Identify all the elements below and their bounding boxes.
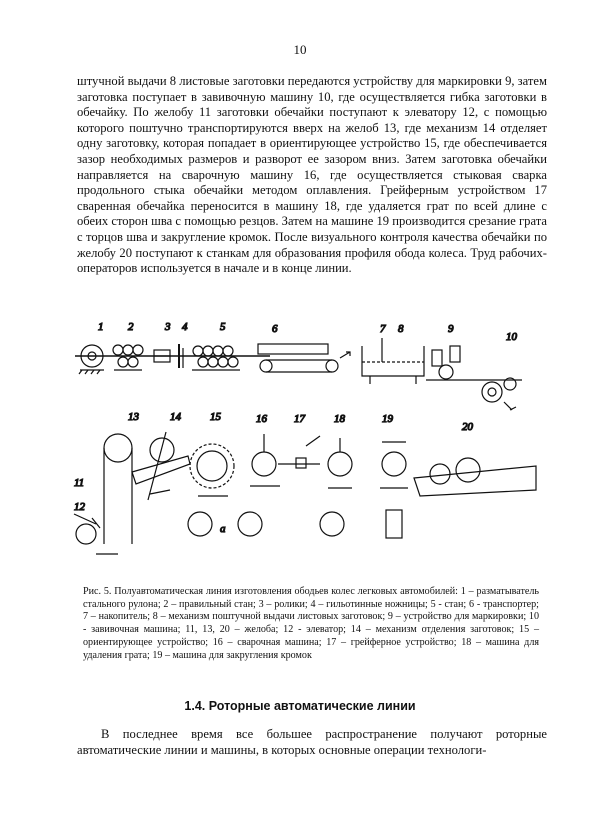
fig-label-15: 15 [210,411,221,423]
fig-label-3: 3 [165,321,171,333]
rollers-3 [154,350,170,362]
elevator-12 [96,434,132,554]
uncoiler-1 [79,345,104,374]
fig-label-20: 20 [462,421,473,433]
fig-label-17: 17 [294,413,305,425]
trough-20 [414,458,536,496]
section-heading: 1.4. Роторные автоматические линии [184,699,416,713]
trough-13 [132,438,190,484]
conveyor-6 [258,344,350,372]
fig-label-13: 13 [128,411,139,423]
fig-label-19: 19 [382,413,393,425]
fig-label-8: 8 [398,323,404,335]
fig-label-6: 6 [272,323,278,335]
fig-label-16: 16 [256,413,267,425]
fig-label-7: 7 [380,323,386,335]
fig-label-4: 4 [182,321,188,333]
fig-label-14: 14 [170,411,181,423]
fig-label-2: 2 [128,321,134,333]
accumulator-7-8 [362,338,424,384]
trough-11 [74,514,100,544]
fig-label-11: 11 [74,477,85,489]
fig-label-12: 12 [74,501,85,513]
gripper-17 [278,436,320,468]
production-line-figure [70,318,540,580]
straightening-mill-2 [113,345,143,370]
page-number: 10 [293,42,307,57]
deburring-machine-18 [328,438,352,488]
orienting-device-15 [190,444,234,496]
edge-rounding-machine-19 [380,442,408,488]
body-paragraph-2: В последнее время все большее распространение получают роторные автоматические линии и машины, в которых основные операции технологи- [77,727,547,757]
fig-label-1: 1 [98,321,104,333]
coiling-machine-10 [474,378,522,410]
body-paragraph-1: штучной выдачи 8 листовые заготовки передаются устройству для маркировки 9, затем заготовка поступает в завивочную машину 10, где осуществляется гибка заготовки в обечайку. По желобу 11 заготовки обечайки поступают к элеватору 12, с помощью которого поштучно транспортируются вверх на желоб 13, где механизм 14 отделяет одну заготовку, которая попадает в ориентирующее устройство 15, где обеспечивается зазор необходимых размеров и разворот ее зазором вниз. Затем заготовка обечайки направляется на сварочную машину 16, где осуществляется стыковая сварка продольного стыка обечайки методом оплавления. Грейферным устройством 17 сваренная обечайка переносится в машину 18, где удаляется грат по всей длине с обеих сторон шва с помощью резцов. Затем на машине 19 производится срезание грата с торцов шва и закругление кромок. После визуального контроля качества обечайки по желобу 20 поступают к станкам для образования профиля обода колеса. Труд рабочих-операторов используется в начале и в конце линии. [77,74,547,276]
marking-device-9 [426,346,474,380]
fig-label-5: 5 [220,321,226,333]
figure-caption: Рис. 5. Полуавтоматическая линия изготовления ободьев колес легковых автомобилей: 1 – разматыватель стального рулона; 2 – правильный стан; 3 – ролики; 4 – гильотинные ножницы; 5 - стан; 6 - транспортер; 7 – накопитель; 8 – механизм поштучной выдачи листовых заготовок; 9 – устройство для маркировки; 10 - завивочная машина; 11, 13, 20 – желоба; 12 - элеватор; 14 – механизм отделения заготовок; 15 – ориентирующее устройство; 16 – сварочная машина; 17 – грейферное устройство; 18 – машина для удаления грата; 19 – машина для закругления кромок [83,586,539,661]
mill-5 [192,346,240,370]
welding-machine-16 [250,434,280,486]
fig-label-a: а [220,523,226,535]
fig-label-10: 10 [506,331,517,343]
production-line-diagram [70,318,540,580]
fig-label-9: 9 [448,323,454,335]
fig-label-18: 18 [334,413,345,425]
